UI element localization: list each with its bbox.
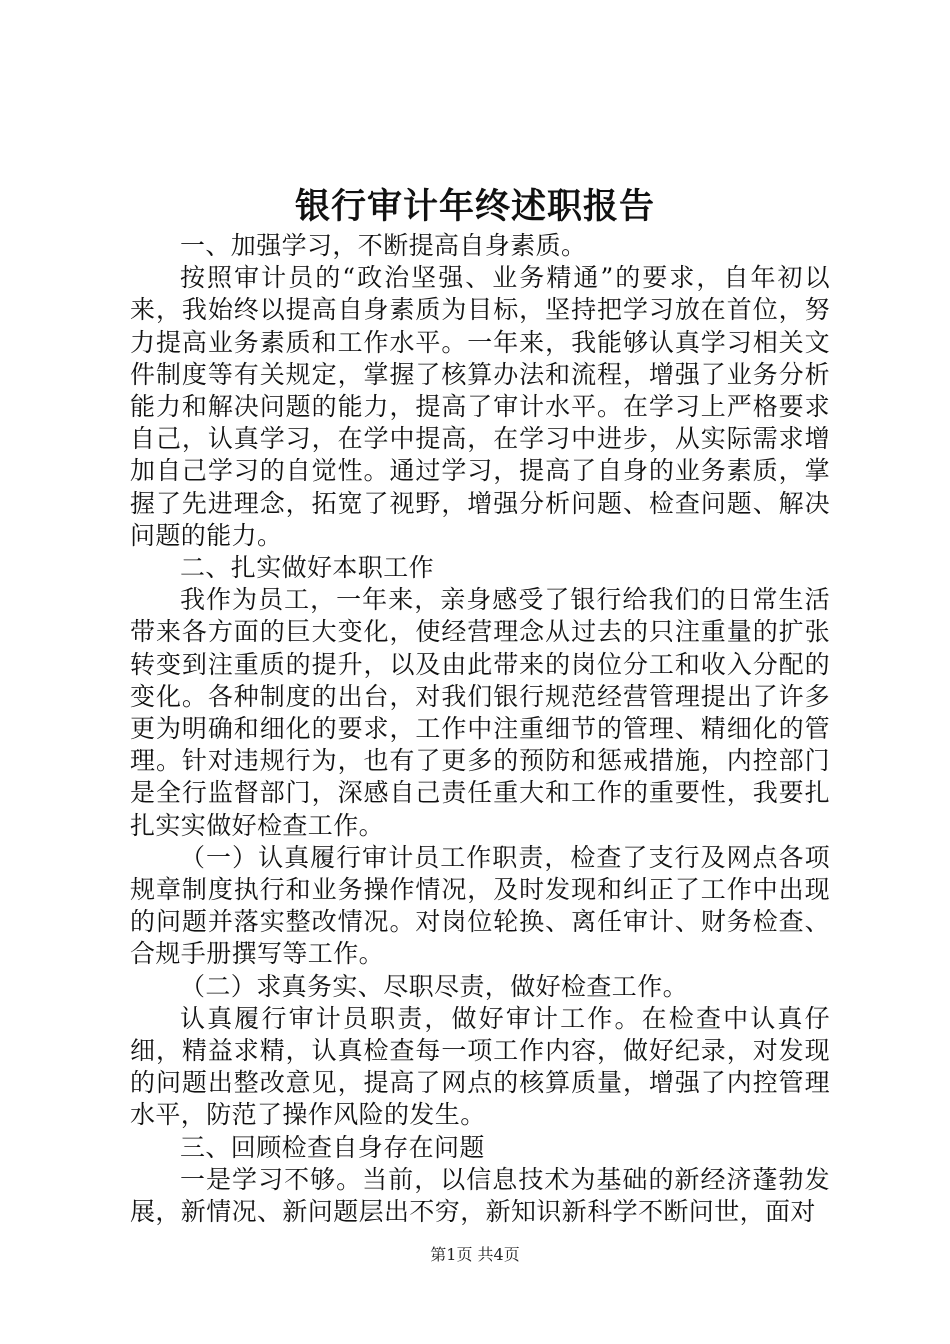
document-title: 银行审计年终述职报告 [294, 186, 655, 227]
paragraph: 认真履行审计员职责，做好审计工作。在检查中认真仔细，精益求精，认真检查每一项工作内容，做好纪录，对发现的问题出整改意见，提高了网点的核算质量，增强了内控管理水平，防范了操作风险的发生。 [130, 1003, 830, 1130]
sub-heading: （二）求真务实、尽职尽责，做好检查工作。 [180, 971, 689, 1001]
document-body [130, 230, 830, 1228]
paragraph: 我作为员工，一年来，亲身感受了银行给我们的日常生活带来各方面的巨大变化，使经营理念从过去的只注重量的扩张转变到注重质的提升，以及由此带来的岗位分工和收入分配的变化。各种制度的出台，对我们银行规范经营管理提出了许多更为明确和细化的要求，工作中注重细节的管理、精细化的管理。针对违规行为，也有了更多的预防和惩戒措施，内控部门是全行监督部门，深感自己责任重大和工作的重要性，我要扎扎实实做好检查工作。 [130, 585, 830, 840]
section-heading-3: 三、回顾检查自身存在问题 [180, 1132, 485, 1162]
paragraph: 一是学习不够。当前，以信息技术为基础的新经济蓬勃发展，新情况、新问题层出不穷，新知识新科学不断问世，面对 [130, 1164, 830, 1227]
page-number-footer: 第1页 共4页 [430, 1245, 520, 1264]
paragraph: （一）认真履行审计员工作职责，检查了支行及网点各项规章制度执行和业务操作情况，及时发现和纠正了工作中出现的问题并落实整改情况。对岗位轮换、离任审计、财务检查、合规手册撰写等工作。 [130, 842, 830, 969]
paragraph: 按照审计员的“政治坚强、业务精通”的要求，自年初以来，我始终以提高自身素质为目标，坚持把学习放在首位，努力提高业务素质和工作水平。一年来，我能够认真学习相关文件制度等有关规定，掌握了核算办法和流程，增强了业务分析能力和解决问题的能力，提高了审计水平。在学习上严格要求自己，认真学习，在学中提高，在学习中进步，从实际需求增加自己学习的自觉性。通过学习，提高了自身的业务素质，掌握了先进理念，拓宽了视野，增强分析问题、检查问题、解决问题的能力。 [130, 263, 830, 550]
section-heading-2: 二、扎实做好本职工作 [180, 553, 435, 583]
section-heading-1: 一、加强学习，不断提高自身素质。 [180, 231, 587, 260]
